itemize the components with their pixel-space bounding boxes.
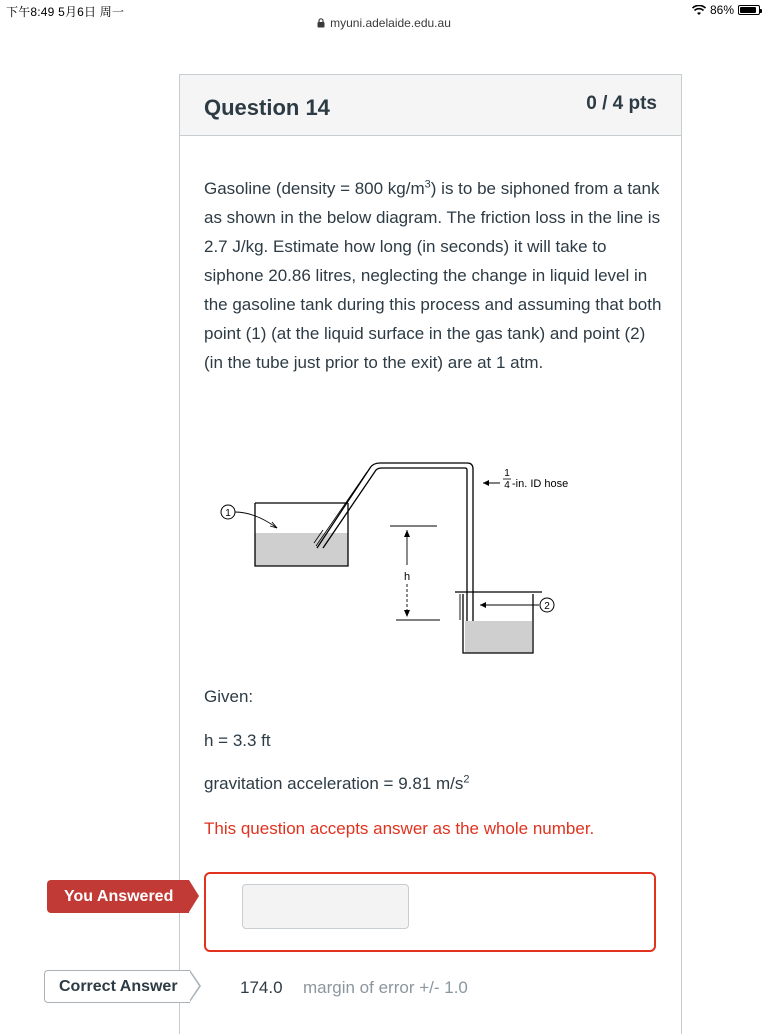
answer-input[interactable]: [242, 884, 409, 929]
question-title: Question 14: [204, 95, 330, 120]
lock-icon: [317, 18, 325, 28]
siphon-diagram: [200, 460, 620, 660]
point-2-label: 2: [544, 601, 550, 612]
given-gravity-text: gravitation acceleration = 9.81 m/s: [204, 774, 464, 793]
right-tank-liquid: [465, 621, 532, 653]
url-text: myuni.adelaide.edu.au: [330, 16, 451, 30]
you-answered-tag: You Answered: [47, 880, 189, 913]
address-bar[interactable]: [0, 14, 768, 36]
question-text-b: ) is to be siphoned from a tank as shown in the below diagram. The friction loss in the line is 2.7 J/kg. Estimate how long (in seconds) it will take to siphone 20.86 litres, neglecting the change in liquid level in the gasoline tank during this process and assuming that both point (1) (at the liquid surface in the gas tank) and point (2) (in the tube just prior to the exit) are at 1 atm.: [204, 179, 662, 372]
point-1-arrow: [235, 512, 277, 528]
point-1-label: 1: [225, 508, 231, 519]
answer-box: [204, 872, 656, 952]
given-label: Given:: [204, 687, 254, 706]
whole-number-note: This question accepts answer as the whole number.: [204, 819, 595, 838]
question-text-a: Gasoline (density = 800 kg/m: [204, 179, 425, 198]
hose-label: -in. ID hose: [512, 478, 569, 490]
battery-percent: 86%: [709, 3, 734, 17]
h-label: h: [403, 571, 411, 583]
left-tank-liquid: [255, 533, 348, 566]
hose-frac-num: 1: [504, 468, 510, 479]
given-gravity: [204, 774, 470, 794]
question-text: [204, 174, 664, 377]
given-height: h = 3.3 ft: [204, 731, 271, 750]
margin-of-error: margin of error +/- 1.0: [303, 978, 468, 997]
question-points: 0 / 4 pts: [586, 93, 657, 114]
hose-frac-den: 4: [504, 480, 510, 491]
correct-answer-value: 174.0: [240, 978, 283, 997]
given-gravity-sup: 2: [463, 773, 470, 786]
correct-answer-tag: [44, 970, 190, 1003]
correct-answer-label: Correct Answer: [59, 978, 178, 995]
question-text-sup: 3: [424, 178, 431, 191]
status-time-date: 下午8:49 5月6日 周一: [6, 5, 125, 19]
question-header: [180, 75, 681, 136]
